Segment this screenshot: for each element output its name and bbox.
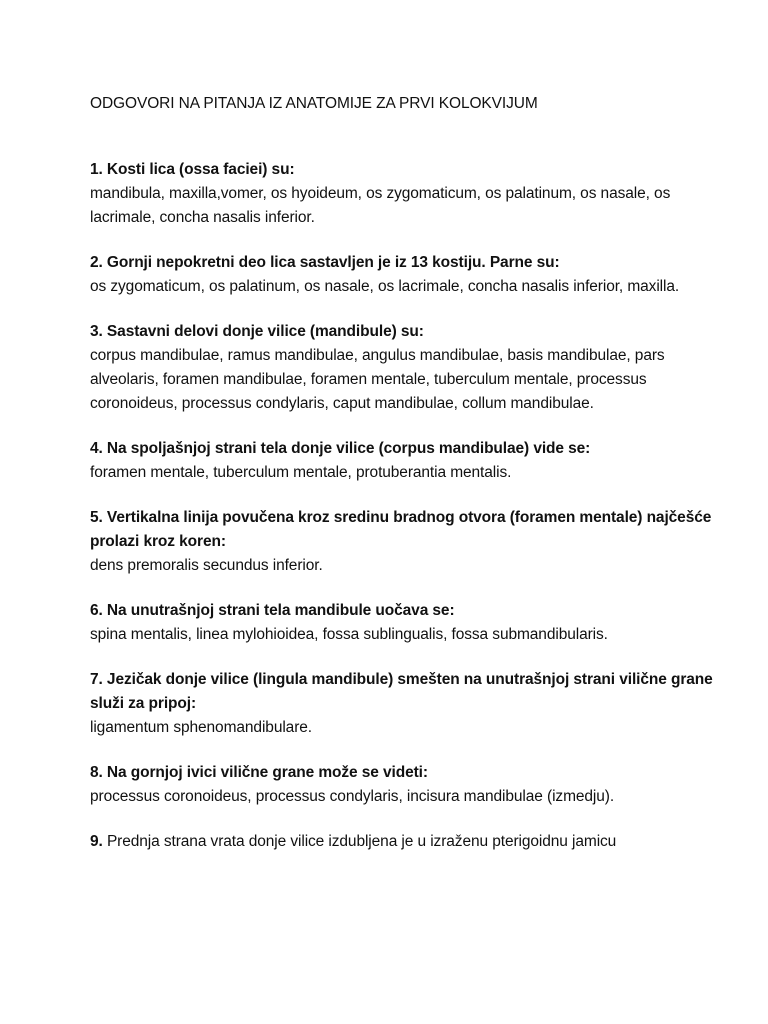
question-7: 7. Jezičak donje vilice (lingula mandibule) smešten na unutrašnjoj strani vilične grane služi za pripoj: — [90, 671, 713, 712]
question-8: 8. Na gornjoj ivici vilične grane može se videti: — [90, 764, 428, 781]
question-2: 2. Gornji nepokretni deo lica sastavljen je iz 13 kostiju. Parne su: — [90, 254, 560, 271]
answer-5: dens premoralis secundus inferior. — [90, 557, 323, 574]
answer-3: corpus mandibulae, ramus mandibulae, angulus mandibulae, basis mandibulae, pars alveolaris, foramen mandibulae, foramen mentale, tuberculum mentale, processus coronoideus, processus condylaris, caput mandibulae, collum mandibulae. — [90, 347, 665, 412]
question-9-line — [90, 830, 730, 854]
question-5: 5. Vertikalna linija povučena kroz sredinu bradnog otvora (foramen mentale) najčešće prolazi kroz koren: — [90, 509, 712, 550]
qa-item-1 — [90, 158, 730, 230]
answer-4: foramen mentale, tuberculum mentale, protuberantia mentalis. — [90, 464, 512, 481]
question-6: 6. Na unutrašnjoj strani tela mandibule uočava se: — [90, 602, 455, 619]
answer-6: spina mentalis, linea mylohioidea, fossa sublingualis, fossa submandibularis. — [90, 626, 608, 643]
qa-item-7 — [90, 668, 730, 740]
answer-7: ligamentum sphenomandibulare. — [90, 719, 312, 736]
question-1: 1. Kosti lica (ossa faciei) su: — [90, 161, 295, 178]
qa-item-8 — [90, 761, 730, 809]
document-page — [90, 92, 730, 875]
qa-item-6 — [90, 599, 730, 647]
qa-item-3 — [90, 320, 730, 416]
question-3: 3. Sastavni delovi donje vilice (mandibule) su: — [90, 323, 424, 340]
question-9-number: 9. — [90, 833, 103, 850]
answer-8: processus coronoideus, processus condylaris, incisura mandibulae (izmedju). — [90, 788, 615, 805]
answer-2: os zygomaticum, os palatinum, os nasale, os lacrimale, concha nasalis inferior, maxilla. — [90, 278, 680, 295]
qa-item-9 — [90, 830, 730, 854]
question-9-text: Prednja strana vrata donje vilice izdubljena je u izraženu pterigoidnu jamicu — [102, 833, 617, 850]
qa-item-4 — [90, 437, 730, 485]
qa-item-5 — [90, 506, 730, 578]
answer-1: mandibula, maxilla,vomer, os hyoideum, os zygomaticum, os palatinum, os nasale, os lacrimale, concha nasalis inferior. — [90, 185, 671, 226]
document-title: ODGOVORI NA PITANJA IZ ANATOMIJE ZA PRVI KOLOKVIJUM — [90, 95, 538, 112]
qa-item-2 — [90, 251, 730, 299]
question-4: 4. Na spoljašnjoj strani tela donje vilice (corpus mandibulae) vide se: — [90, 440, 591, 457]
